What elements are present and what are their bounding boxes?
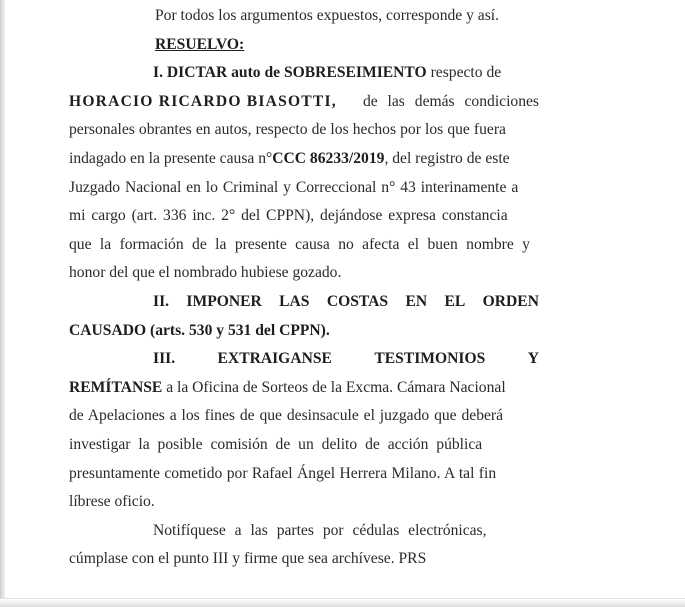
- item1-name: HORACIO RICARDO BIASOTTI,: [69, 92, 337, 110]
- item2-line1: [69, 288, 539, 317]
- page-left-edge: [0, 0, 5, 607]
- item2-word: EL: [444, 292, 466, 310]
- item3-word: Y: [527, 350, 539, 368]
- item1-bold-open: DICTAR auto de SOBRESEIMIENTO: [166, 64, 427, 82]
- closing-line2-text: cúmplase con el punto III y firme que sea archívese. PRS: [69, 550, 427, 568]
- closing-line1-text: Notifíquese a las partes por cédulas electrónicas,: [153, 521, 487, 539]
- item2-word: ORDEN: [482, 292, 539, 310]
- resuelvo-heading: RESUELVO:: [155, 35, 245, 53]
- item1-line4-post: , del registro de este: [384, 149, 510, 167]
- item1-after-name: de las demás condiciones: [362, 92, 539, 110]
- item2-word: EN: [405, 292, 428, 310]
- item3-word: TESTIMONIOS: [374, 350, 486, 368]
- item1-line7: [69, 231, 539, 260]
- item3-line2-rest: a la Oficina de Sorteos de la Excma. Cámara Nacional: [162, 378, 506, 396]
- item1-line3-text: personales obrantes en autos, respecto de los hechos por los que fuera: [69, 121, 506, 139]
- closing-line1: [69, 517, 539, 546]
- item3-line3-text: de Apelaciones a los fines de que desinsacule el juzgado que deberá: [69, 407, 504, 425]
- item1-line8-text: honor del que el nombrado hubiese gozado.: [69, 264, 342, 282]
- heading-line: [69, 31, 539, 60]
- page-bottom-edge: [0, 598, 685, 607]
- item1-line6: [69, 202, 539, 231]
- item3-word: III.: [153, 350, 176, 368]
- item3-line4: [69, 431, 539, 460]
- item3-line1: [69, 345, 539, 374]
- closing-line2: [69, 545, 539, 574]
- item2-line2: [69, 317, 539, 346]
- item3-word: EXTRAIGANSE: [217, 350, 332, 368]
- document-body: [69, 2, 539, 574]
- item1-line3: [69, 116, 539, 145]
- item2-word: COSTAS: [326, 292, 389, 310]
- item1-line5: [69, 174, 539, 203]
- item1-numeral: I.: [153, 64, 163, 82]
- item1-line2: [69, 88, 539, 117]
- item1-line7-text: que la formación de la presente causa no afecta el buen nombre y: [69, 235, 530, 253]
- item1-line4: [69, 145, 539, 174]
- item2-word: IMPONER: [186, 292, 262, 310]
- intro-line: [69, 2, 539, 31]
- item3-line6-text: líbrese oficio.: [69, 493, 155, 511]
- item1-line6-text: mi cargo (art. 336 inc. 2° del CPPN), dejándose expresa constancia: [69, 207, 508, 225]
- item1-after-open: respecto de: [430, 64, 502, 82]
- item2-word: II.: [153, 292, 170, 310]
- intro-text: Por todos los argumentos expuestos, corresponde y así.: [155, 7, 500, 24]
- item1-line5-text: Juzgado Nacional en lo Criminal y Correccional n° 43 interinamente a: [69, 178, 519, 196]
- item3-line2: [69, 374, 539, 403]
- item3-line4-text: investigar la posible comisión de un delito de acción pública: [69, 435, 483, 453]
- case-number: CCC 86233/2019: [272, 149, 385, 167]
- item1-line4-pre: indagado en la presente causa n°: [69, 149, 273, 167]
- item1-line8: [69, 259, 539, 288]
- remitanse-bold: REMÍTANSE: [69, 378, 163, 396]
- item1-line1: [69, 59, 539, 88]
- item3-line3: [69, 402, 539, 431]
- item2-line2-text: CAUSADO (arts. 530 y 531 del CPPN).: [69, 321, 330, 339]
- item2-word: LAS: [279, 292, 310, 310]
- item3-line6: [69, 488, 539, 517]
- item3-line5: [69, 460, 539, 489]
- item3-line5-text: presuntamente cometido por Rafael Ángel Herrera Milano. A tal fin: [69, 464, 497, 482]
